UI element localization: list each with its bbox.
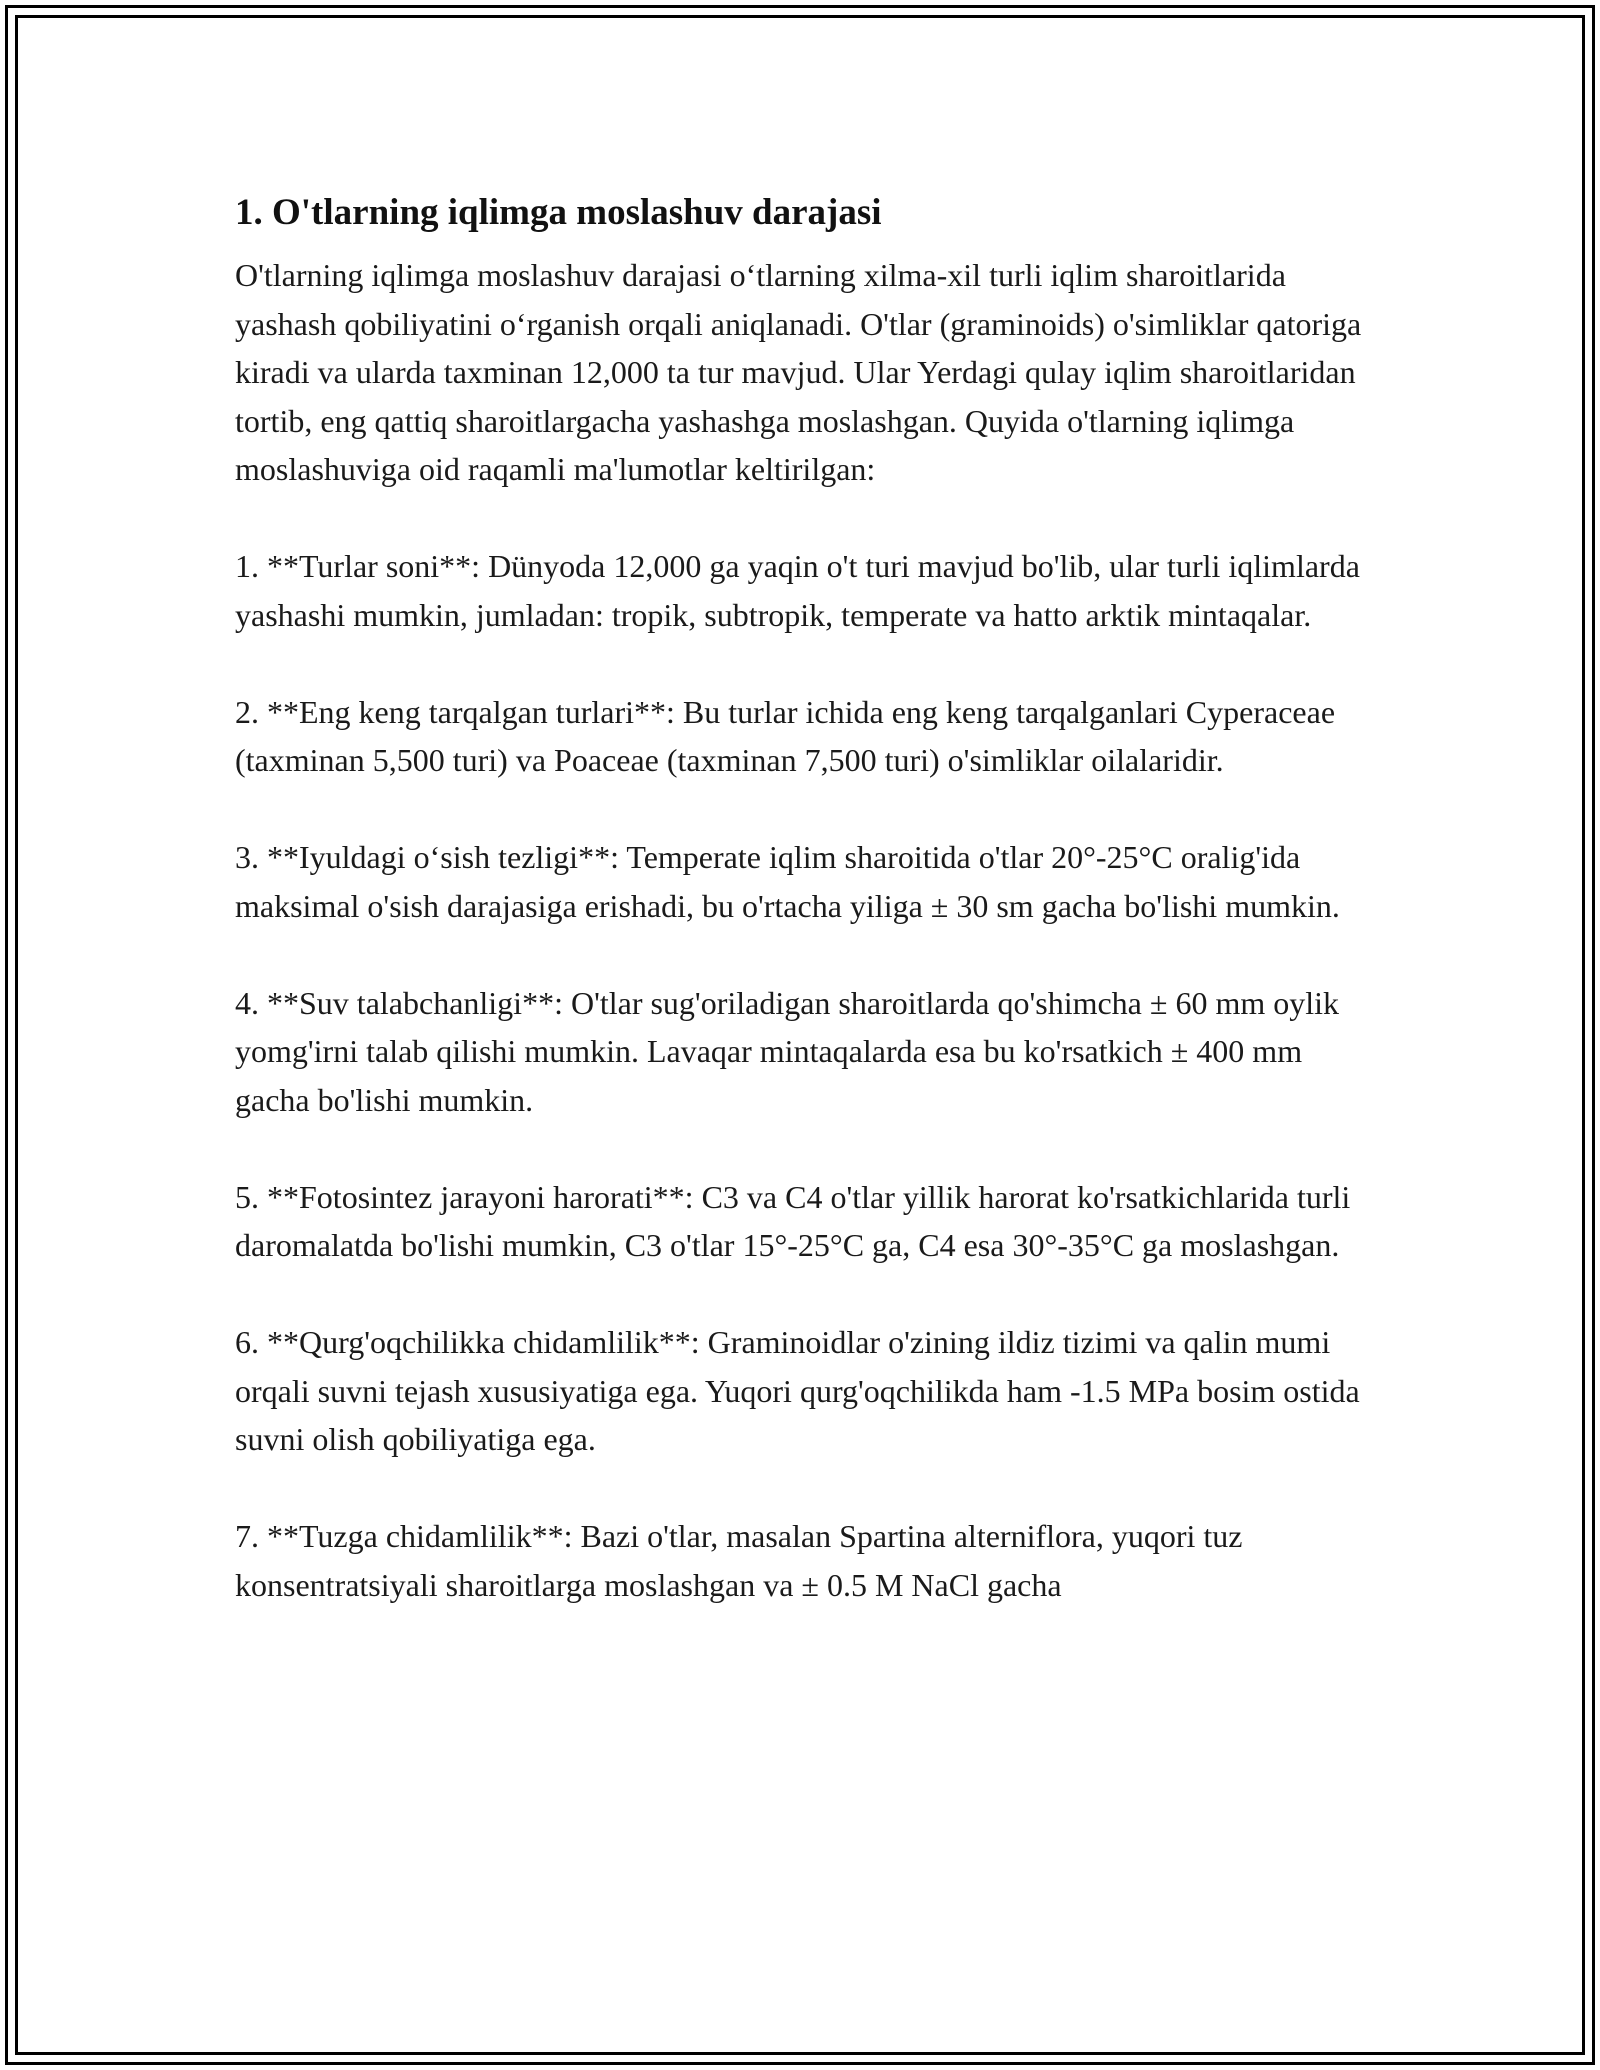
list-item-photosynthesis-temperature: 5. **Fotosintez jarayoni harorati**: C3 va C4 o'tlar yillik harorat ko'rsatkichlarida turli daromalatda bo'lishi mumkin, C3 o'tlar 15°-25°C ga, C4 esa 30°-35°C ga moslashgan. [235,1178,1351,1263]
list-item-growth-rate: 3. **Iyuldagi o‘sish tezligi**: Temperate iqlim sharoitida o'tlar 20°-25°C oralig'ida maksimal o'sish darajasiga erishadi, bu o'rtacha yiliga ± 30 sm gacha bo'lishi mumkin. [235,839,1340,924]
list-item-salt-tolerance: 7. **Tuzga chidamlilik**: Bazi o'tlar, masalan Spartina alterniflora, yuqori tuz konsentratsiyali sharoitlarga moslashgan va ± 0.5 M NaCl gacha [235,1518,1243,1603]
intro-paragraph: O'tlarning iqlimga moslashuv darajasi o‘tlarning xilma-xil turli iqlim sharoitlarida yashash qobiliyatini o‘rganish orqali aniqlanadi. O'tlar (graminoids) o'simliklar qatoriga kiradi va ularda taxminan 12,000 ta tur mavjud. Ular Yerdagi qulay iqlim sharoitlaridan tortib, eng qattiq sharoitlargacha yashashga moslashgan. Quyida o'tlarning iqlimga moslashuviga oid raqamli ma'lumotlar keltirilgan: [235,257,1362,487]
document-body [235,185,1375,1658]
list-item-drought-tolerance: 6. **Qurg'oqchilikka chidamlilik**: Graminoidlar o'zining ildiz tizimi va qalin mumi orqali suvni tejash xususiyatiga ega. Yuqori qurg'oqchilikda ham -1.5 MPa bosim ostida suvni olish qobiliyatiga ega. [235,1324,1360,1457]
list-item-water-demand: 4. **Suv talabchanligi**: O'tlar sug'oriladigan sharoitlarda qo'shimcha ± 60 mm oylik yomg'irni talab qilishi mumkin. Lavaqar mintaqalarda esa bu ko'rsatkich ± 400 mm gacha bo'lishi mumkin. [235,984,1339,1118]
section-heading: 1. O'tlarning iqlimga moslashuv darajasi [235,192,882,233]
list-item-species-count: 1. **Turlar soni**: Dünyoda 12,000 ga yaqin o't turi mavjud bo'lib, ular turli iqlimlarda yashashi mumkin, jumladan: tropik, subtropik, temperate va hatto arktik mintaqalar. [235,548,1360,633]
list-item-widespread-families: 2. **Eng keng tarqalgan turlari**: Bu turlar ichida eng keng tarqalganlari Cyperaceae (taxminan 5,500 turi) va Poaceae (taxminan 7,500 turi) o'simliklar oilalaridir. [235,693,1336,778]
